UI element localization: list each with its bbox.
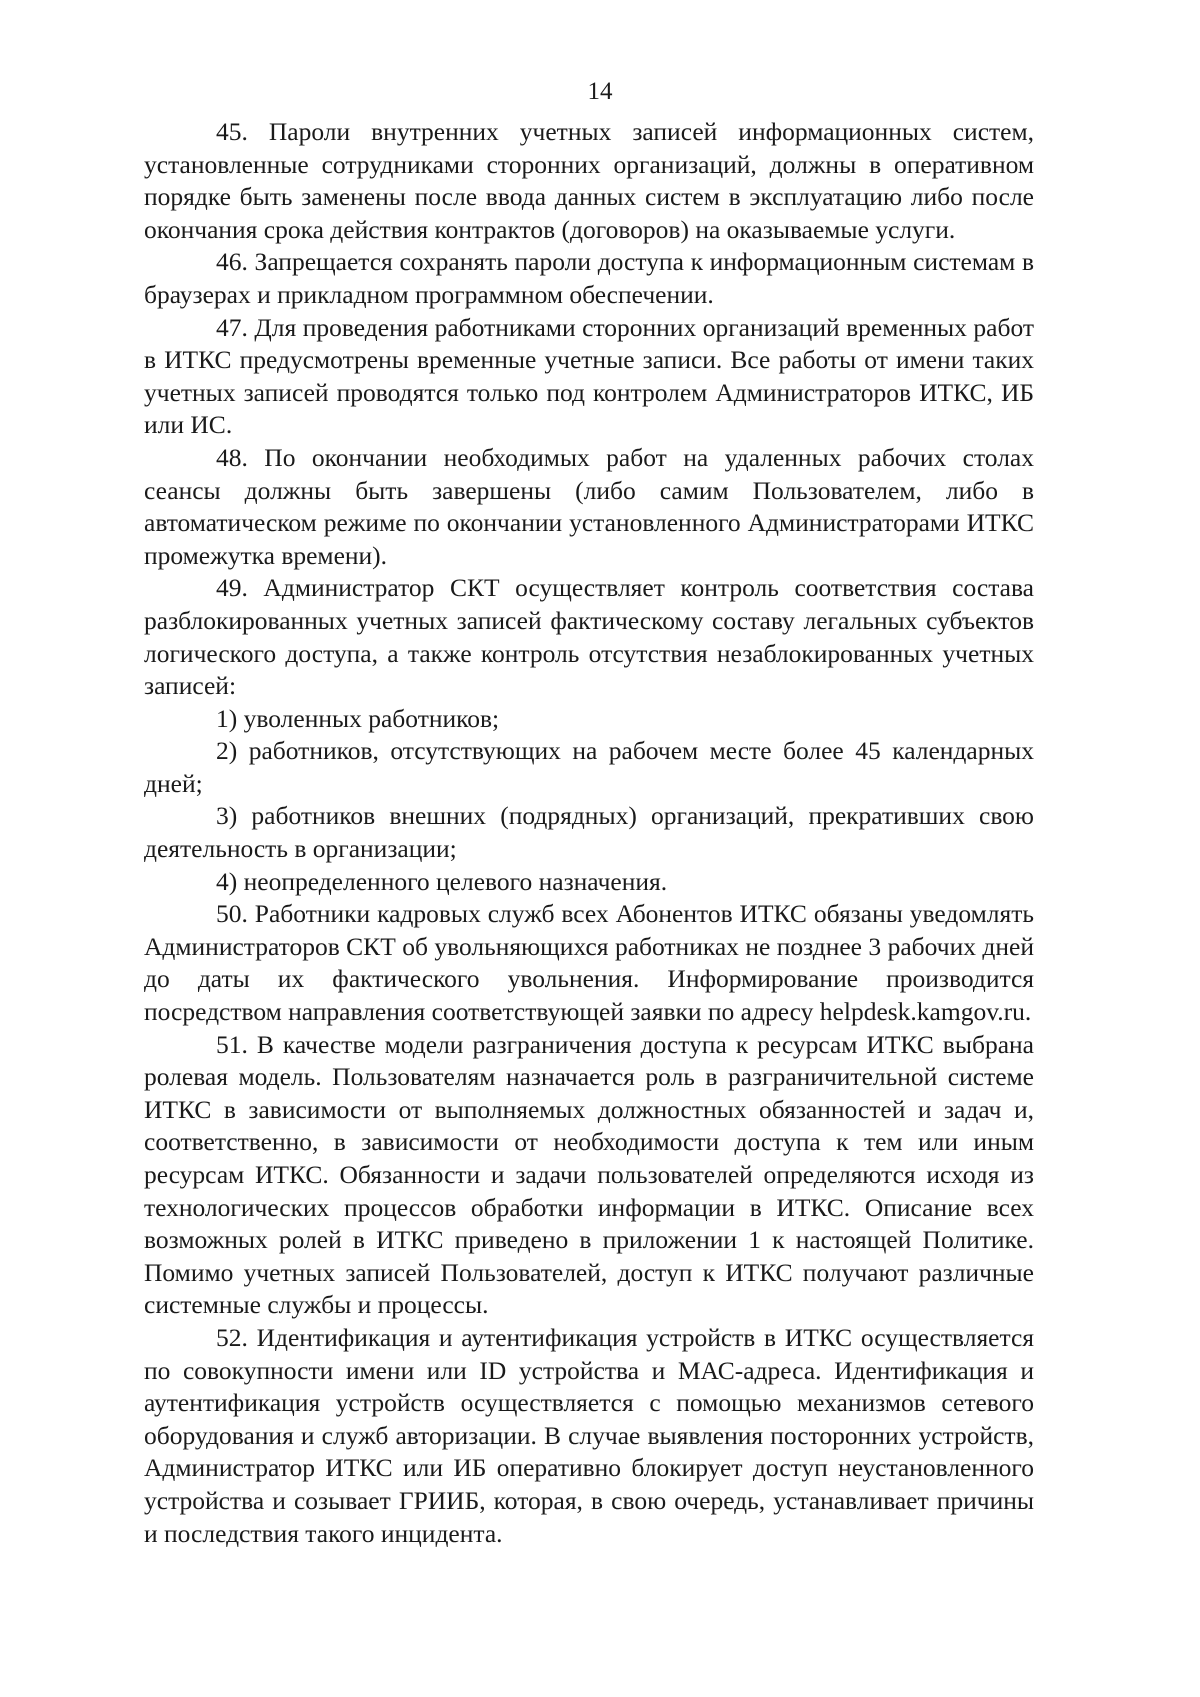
paragraph-48: 48. По окончании необходимых работ на удаленных рабочих столах сеансы должны быть завершены (либо самим Пользователем, либо в автоматическом режиме по окончании установленного Администраторами ИТКС промежутка времени). (144, 442, 1034, 570)
document-body (144, 116, 1034, 1550)
paragraph-51: 51. В качестве модели разграничения доступа к ресурсам ИТКС выбрана ролевая модель. Пользователям назначается роль в разграничительной системе ИТКС в зависимости от выполняемых должностных обязанностей и задач и, соответственно, в зависимости от необходимости доступа к тем или иным ресурсам ИТКС. Обязанности и задачи пользователей определяются исходя из технологических процессов обработки информации в ИТКС. Описание всех возможных ролей в ИТКС приведено в приложении 1 к настоящей Политике. Помимо учетных записей Пользователей, доступ к ИТКС получают различные системные службы и процессы. (144, 1029, 1034, 1320)
paragraph-46: 46. Запрещается сохранять пароли доступа к информационным системам в браузерах и прикладном программном обеспечении. (144, 247, 1034, 309)
list-item-4: 4) неопределенного целевого назначения. (216, 866, 668, 896)
paragraph-47: 47. Для проведения работниками сторонних организаций временных работ в ИТКС предусмотрены временные учетные записи. Все работы от имени таких учетных записей проводятся только под контролем Администраторов ИТКС, ИБ или ИС. (144, 312, 1034, 440)
page-number: 14 (587, 78, 613, 105)
paragraph-45: 45. Пароли внутренних учетных записей информационных систем, установленные сотрудниками сторонних организаций, должны в оперативном порядке быть заменены после ввода данных систем в эксплуатацию либо после окончания срока действия контрактов (договоров) на оказываемые услуги. (144, 117, 1034, 244)
paragraph-52: 52. Идентификация и аутентификация устройств в ИТКС осуществляется по совокупности имени или ID устройства и МАС-адреса. Идентификация и аутентификация устройств осуществляется с помощью механизмов сетевого оборудования и служб авторизации. В случае выявления посторонних устройств, Администратор ИТКС или ИБ оперативно блокирует доступ неустановленного устройства и созывает ГРИИБ, которая, в свою очередь, устанавливает причины и последствия такого инцидента. (144, 1322, 1034, 1548)
list-item-1: 1) уволенных работников; (216, 703, 500, 733)
list-item-2: 2) работников, отсутствующих на рабочем месте более 45 календарных дней; (144, 736, 1034, 798)
paragraph-50: 50. Работники кадровых служб всех Абонентов ИТКС обязаны уведомлять Администраторов СКТ об увольняющихся работниках не позднее 3 рабочих дней до даты их фактического увольнения. Информирование производится посредством направления соответствующей заявки по адресу helpdesk.kamgov.ru. (144, 899, 1034, 1027)
list-item-3: 3) работников внешних (подрядных) организаций, прекративших свою деятельность в организации; (144, 801, 1034, 864)
paragraph-49: 49. Администратор СКТ осуществляет контроль соответствия состава разблокированных учетных записей фактическому составу легальных субъектов логического доступа, а также контроль отсутствия незаблокированных учетных записей: (144, 573, 1034, 701)
